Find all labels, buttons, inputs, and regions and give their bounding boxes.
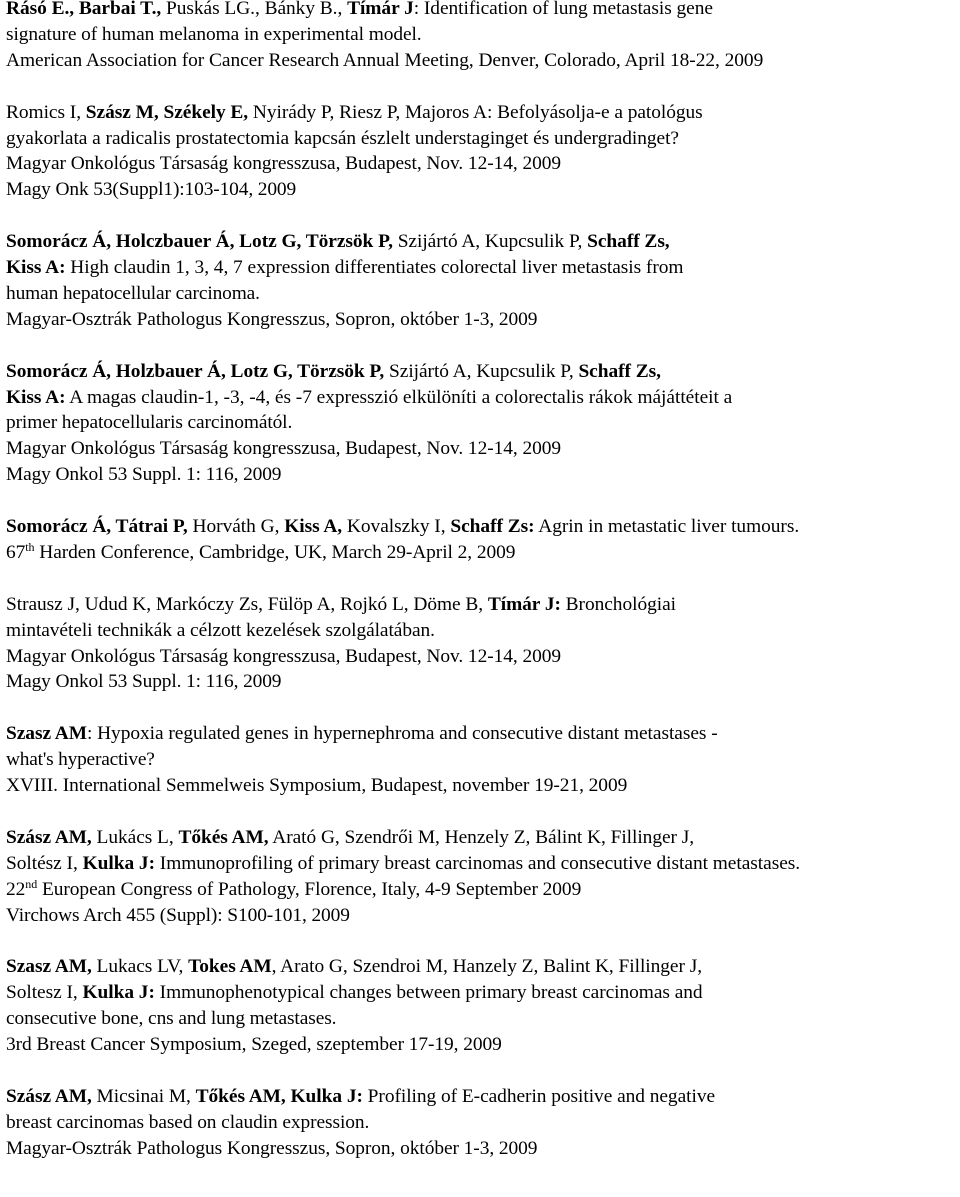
- entry-line: [6, 177, 960, 203]
- text-segment: Magyar Onkológus Társaság kongresszusa, Budapest, Nov. 12-14, 2009: [6, 438, 561, 460]
- publication-entry: [6, 825, 960, 929]
- text-segment: breast carcinomas based on claudin expression.: [6, 1111, 370, 1133]
- text-segment: American Association for Cancer Research Annual Meeting, Denver, Colorado, April 18-22, 2009: [6, 49, 764, 71]
- text-segment: : Hypoxia regulated genes in hypernephroma and consecutive distant metastases -: [86, 723, 718, 745]
- text-segment: Virchows Arch 455 (Suppl): S100-101, 2009: [6, 904, 350, 926]
- entry-line: [6, 644, 960, 670]
- entry-line: [6, 540, 960, 566]
- text-segment: Magyar-Osztrák Pathologus Kongresszus, Sopron, október 1-3, 2009: [6, 308, 538, 330]
- text-segment: 67: [6, 541, 26, 563]
- entry-line: [6, 255, 960, 281]
- text-segment: Magyar-Osztrák Pathologus Kongresszus, Sopron, október 1-3, 2009: [6, 1137, 538, 1159]
- entry-line: [6, 877, 960, 903]
- text-segment: : Identification of lung metastasis gene: [413, 0, 713, 19]
- author-bold: Tímár J: [347, 0, 414, 19]
- text-segment: Romics I,: [6, 101, 86, 123]
- publication-entry: [6, 1084, 960, 1162]
- entry-line: [6, 721, 960, 747]
- entry-line: [6, 48, 960, 74]
- text-segment: what's hyperactive?: [6, 749, 155, 771]
- text-segment: Agrin in metastatic liver tumours.: [534, 516, 800, 538]
- publication-entry: [6, 954, 960, 1058]
- text-segment: Horváth G,: [187, 516, 285, 538]
- text-segment: Immunophenotypical changes between primary breast carcinomas and: [154, 982, 703, 1004]
- author-bold: Szász AM,: [6, 826, 92, 848]
- entry-line: [6, 954, 960, 980]
- text-segment: Bronchológiai: [560, 593, 676, 615]
- author-bold: Kiss A,: [284, 516, 343, 538]
- author-bold: Schaff Zs,: [587, 231, 670, 253]
- author-bold: Schaff Zs,: [578, 360, 661, 382]
- text-segment: signature of human melanoma in experimental model.: [6, 23, 422, 45]
- text-segment: consecutive bone, cns and lung metastases.: [6, 1008, 337, 1030]
- author-bold: Tokes AM: [188, 956, 272, 978]
- entry-line: [6, 229, 960, 255]
- entry-line: [6, 462, 960, 488]
- author-bold: Somorácz Á, Holczbauer Á, Lotz G, Törzsök P,: [6, 231, 393, 253]
- text-segment: Soltész I,: [6, 852, 83, 874]
- text-segment: Soltesz I,: [6, 982, 83, 1004]
- entry-line: [6, 385, 960, 411]
- text-segment: Magyar Onkológus Társaság kongresszusa, Budapest, Nov. 12-14, 2009: [6, 153, 561, 175]
- author-bold: Somorácz Á, Tátrai P,: [6, 516, 188, 538]
- ordinal-superscript: th: [25, 539, 35, 554]
- text-segment: Nyirády P, Riesz P, Majoros A: Befolyásolja-e a patológus: [248, 101, 703, 123]
- text-segment: Harden Conference, Cambridge, UK, March 29-April 2, 2009: [34, 541, 516, 563]
- publication-entry: [6, 592, 960, 696]
- text-segment: Profiling of E-cadherin positive and negative: [362, 1085, 716, 1107]
- author-bold: Szász AM,: [6, 1085, 92, 1107]
- entry-line: [6, 1110, 960, 1136]
- entry-line: [6, 1136, 960, 1162]
- author-bold: Szasz AM: [6, 723, 87, 745]
- author-bold: Kiss A:: [6, 257, 66, 279]
- publication-entry: [6, 0, 960, 74]
- entry-line: [6, 151, 960, 177]
- author-bold: Somorácz Á, Holzbauer Á, Lotz G, Törzsök P,: [6, 360, 385, 382]
- text-segment: XVIII. International Semmelweis Symposium, Budapest, november 19-21, 2009: [6, 775, 628, 797]
- text-segment: High claudin 1, 3, 4, 7 expression differentiates colorectal liver metastasis from: [65, 257, 684, 279]
- entry-line: [6, 126, 960, 152]
- text-segment: Szijártó A, Kupcsulik P,: [384, 360, 579, 382]
- author-bold: Kulka J:: [82, 852, 155, 874]
- text-segment: Magy Onkol 53 Suppl. 1: 116, 2009: [6, 464, 282, 486]
- text-segment: gyakorlata a radicalis prostatectomia kapcsán észlelt understaginget és undergradinget?: [6, 127, 679, 149]
- entry-line: [6, 980, 960, 1006]
- entry-line: [6, 436, 960, 462]
- ordinal-superscript: nd: [25, 876, 38, 891]
- entry-line: [6, 825, 960, 851]
- text-segment: A magas claudin-1, -3, -4, és -7 expresszió elkülöníti a colorectalis rákok májáttéteit a: [65, 386, 733, 408]
- text-segment: 22: [6, 878, 26, 900]
- publication-entry: [6, 514, 960, 566]
- entry-line: [6, 22, 960, 48]
- publication-entry: [6, 359, 960, 489]
- text-segment: Immunoprofiling of primary breast carcinomas and consecutive distant metastases.: [155, 852, 801, 874]
- text-segment: Lukacs LV,: [91, 956, 189, 978]
- entry-line: [6, 100, 960, 126]
- entry-line: [6, 1032, 960, 1058]
- entry-line: [6, 747, 960, 773]
- entry-line: [6, 1006, 960, 1032]
- text-segment: primer hepatocellularis carcinomától.: [6, 412, 293, 434]
- entry-line: [6, 0, 960, 22]
- text-segment: Magy Onkol 53 Suppl. 1: 116, 2009: [6, 671, 282, 693]
- text-segment: mintavételi technikák a célzott kezelések szolgálatában.: [6, 619, 435, 641]
- author-bold: Rásó E., Barbai T.,: [6, 0, 166, 19]
- publication-entry: [6, 229, 960, 333]
- entry-line: [6, 1084, 960, 1110]
- text-segment: Szijártó A, Kupcsulik P,: [392, 231, 588, 253]
- text-segment: Lukács L,: [91, 826, 179, 848]
- text-segment: Magy Onk 53(Suppl1):103-104, 2009: [6, 179, 297, 201]
- author-bold: Tőkés AM, Kulka J:: [195, 1085, 363, 1107]
- text-segment: human hepatocellular carcinoma.: [6, 282, 260, 304]
- entry-line: [6, 592, 960, 618]
- text-segment: Kovalszky I,: [342, 516, 451, 538]
- entry-line: [6, 618, 960, 644]
- author-bold: Kulka J:: [82, 982, 155, 1004]
- author-bold: Szász M, Székely E,: [85, 101, 249, 123]
- text-segment: Micsinai M,: [91, 1085, 196, 1107]
- author-bold: Szasz AM,: [6, 956, 92, 978]
- text-segment: 3rd Breast Cancer Symposium, Szeged, szeptember 17-19, 2009: [6, 1034, 502, 1056]
- entry-line: [6, 851, 960, 877]
- entry-line: [6, 359, 960, 385]
- author-bold: Kiss A:: [6, 386, 66, 408]
- entry-line: [6, 669, 960, 695]
- entry-line: [6, 410, 960, 436]
- author-bold: Schaff Zs:: [450, 516, 535, 538]
- text-segment: Arató G, Szendrői M, Henzely Z, Bálint K, Fillinger J,: [268, 826, 695, 848]
- publication-entry: [6, 721, 960, 799]
- text-segment: Magyar Onkológus Társaság kongresszusa, Budapest, Nov. 12-14, 2009: [6, 645, 561, 667]
- entry-line: [6, 773, 960, 799]
- entry-line: [6, 281, 960, 307]
- text-segment: European Congress of Pathology, Florence, Italy, 4-9 September 2009: [37, 878, 582, 900]
- text-segment: Puskás LG., Bánky B.,: [166, 0, 348, 19]
- text-segment: Strausz J, Udud K, Markóczy Zs, Fülöp A, Rojkó L, Döme B,: [6, 593, 488, 615]
- publication-list-page: [6, 0, 960, 1188]
- text-segment: , Arato G, Szendroi M, Hanzely Z, Balint K, Fillinger J,: [271, 956, 703, 978]
- author-bold: Tőkés AM,: [178, 826, 269, 848]
- entry-line: [6, 514, 960, 540]
- entry-line: [6, 903, 960, 929]
- publication-entry: [6, 100, 960, 204]
- entry-line: [6, 307, 960, 333]
- author-bold: Tímár J:: [487, 593, 561, 615]
